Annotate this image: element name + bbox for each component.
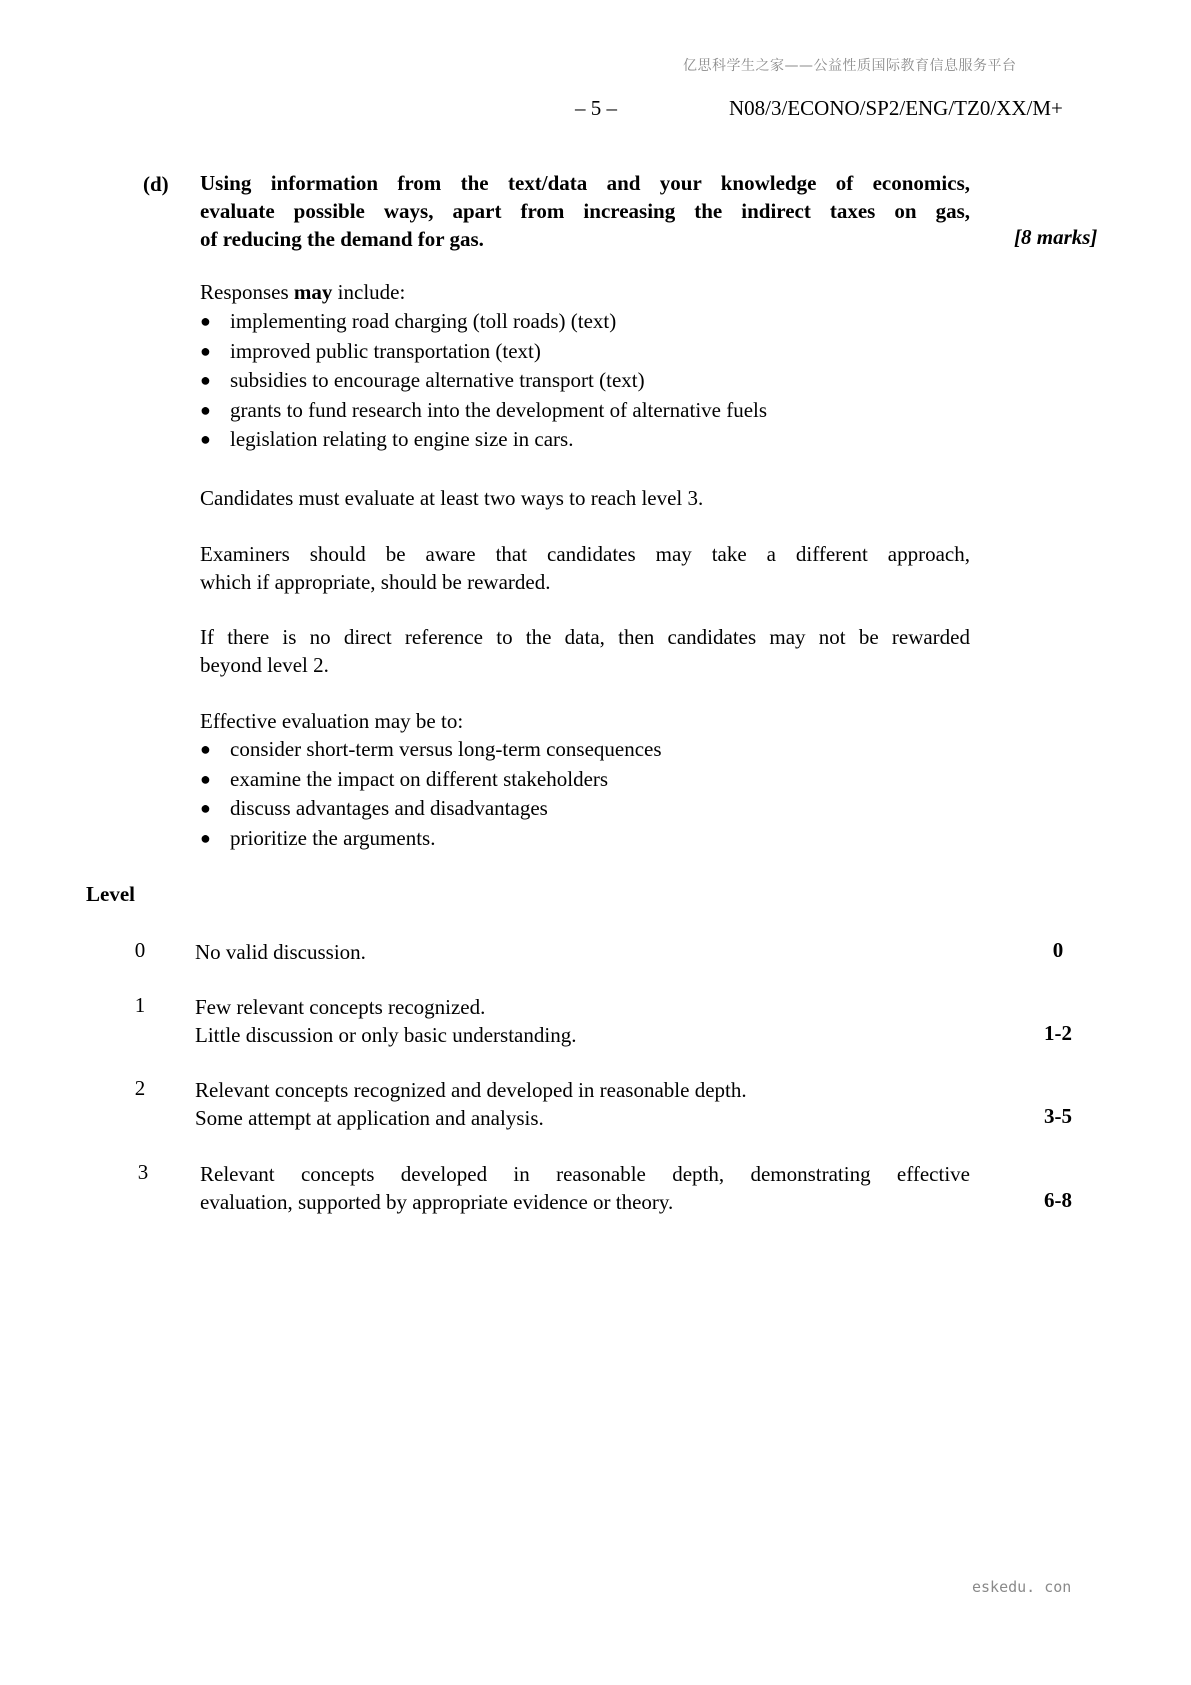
level-heading: Level xyxy=(86,882,135,906)
aware-note-line: which if appropriate, should be rewarded. xyxy=(200,570,551,594)
question-line: of reducing the demand for gas. xyxy=(200,227,484,251)
paper-code: N08/3/ECONO/SP2/ENG/TZ0/XX/M+ xyxy=(729,96,1063,120)
responses-intro xyxy=(200,278,970,306)
level-score: 3-5 xyxy=(1044,1104,1072,1128)
list-item-text: legislation relating to engine size in cars. xyxy=(230,427,574,451)
reference-note xyxy=(200,623,970,679)
level-description xyxy=(195,938,970,966)
responses-intro-bold: may xyxy=(293,280,333,304)
level-score: 6-8 xyxy=(1044,1188,1072,1212)
level-description-line: No valid discussion. xyxy=(195,940,366,964)
reference-note-line: beyond level 2. xyxy=(200,653,329,677)
list-item xyxy=(200,794,662,824)
reference-note-line: If there is no direct reference to the data, then candidates may not be rewarded xyxy=(200,625,970,649)
bullet-icon: ● xyxy=(200,768,211,789)
responses-list xyxy=(200,307,767,455)
bullet-icon: ● xyxy=(200,429,211,449)
list-item xyxy=(200,735,662,765)
list-item-text: grants to fund research into the development of alternative fuels xyxy=(230,397,768,422)
level-description-line: Relevant concepts recognized and developed in reasonable depth. xyxy=(195,1078,747,1102)
question-marks: [8 marks] xyxy=(1014,225,1098,249)
list-item-text: improved public transportation (text) xyxy=(230,338,541,363)
level-number: 3 xyxy=(137,1160,149,1184)
list-item-text: examine the impact on different stakeholders xyxy=(230,766,609,791)
question-line: evaluate possible ways, apart from increasing the indirect taxes on gas, xyxy=(200,199,970,223)
list-item-text: subsidies to encourage alternative transport (text) xyxy=(230,368,645,392)
list-item xyxy=(200,765,662,795)
evaluation-list xyxy=(200,735,662,853)
level-description xyxy=(200,1160,970,1216)
list-item-text: consider short-term versus long-term consequences xyxy=(230,737,662,761)
list-item xyxy=(200,425,767,455)
footer-watermark: eskedu. con xyxy=(972,1578,1072,1596)
level-description-line: Some attempt at application and analysis. xyxy=(195,1106,544,1130)
level-number: 1 xyxy=(134,993,146,1017)
aware-note-line: Examiners should be aware that candidates may take a different approach, xyxy=(200,542,970,566)
level-description-line: Little discussion or only basic understanding. xyxy=(195,1023,577,1047)
list-item xyxy=(200,307,767,337)
bullet-icon: ● xyxy=(200,311,211,331)
list-item xyxy=(200,824,662,854)
list-item-text: discuss advantages and disadvantages xyxy=(230,796,548,820)
bullet-icon: ● xyxy=(200,340,211,361)
level-score: 0 xyxy=(1052,938,1064,962)
level-description-line: Few relevant concepts recognized. xyxy=(195,995,486,1019)
page-number: – 5 – xyxy=(575,96,617,120)
level-number: 0 xyxy=(134,938,146,962)
list-item-text: implementing road charging (toll roads) (text) xyxy=(230,309,617,333)
level-description-line: Relevant concepts developed in reasonable depth, demonstrating effective xyxy=(200,1162,970,1186)
bullet-icon: ● xyxy=(200,399,211,420)
list-item-text: prioritize the arguments. xyxy=(230,825,436,850)
list-item xyxy=(200,396,767,426)
bullet-icon: ● xyxy=(200,827,211,848)
bullet-icon: ● xyxy=(200,370,211,390)
list-item xyxy=(200,366,767,396)
aware-note xyxy=(200,540,970,596)
question-text xyxy=(200,169,970,253)
level-number: 2 xyxy=(134,1076,146,1100)
responses-intro-suffix: include: xyxy=(332,280,406,304)
level-score: 1-2 xyxy=(1044,1021,1072,1045)
level-description-line: evaluation, supported by appropriate evidence or theory. xyxy=(200,1190,674,1214)
must-evaluate-note: Candidates must evaluate at least two ways to reach level 3. xyxy=(200,486,704,510)
list-item xyxy=(200,337,767,367)
header-watermark: 亿思科学生之家——公益性质国际教育信息服务平台 xyxy=(683,58,1017,74)
bullet-icon: ● xyxy=(200,798,211,818)
evaluation-intro: Effective evaluation may be to: xyxy=(200,709,464,733)
level-description xyxy=(195,993,970,1049)
level-description xyxy=(195,1076,970,1132)
bullet-icon: ● xyxy=(200,739,211,759)
responses-intro-prefix: Responses xyxy=(200,280,294,304)
question-line: Using information from the text/data and your knowledge of economics, xyxy=(200,171,970,195)
question-label: (d) xyxy=(143,172,169,196)
